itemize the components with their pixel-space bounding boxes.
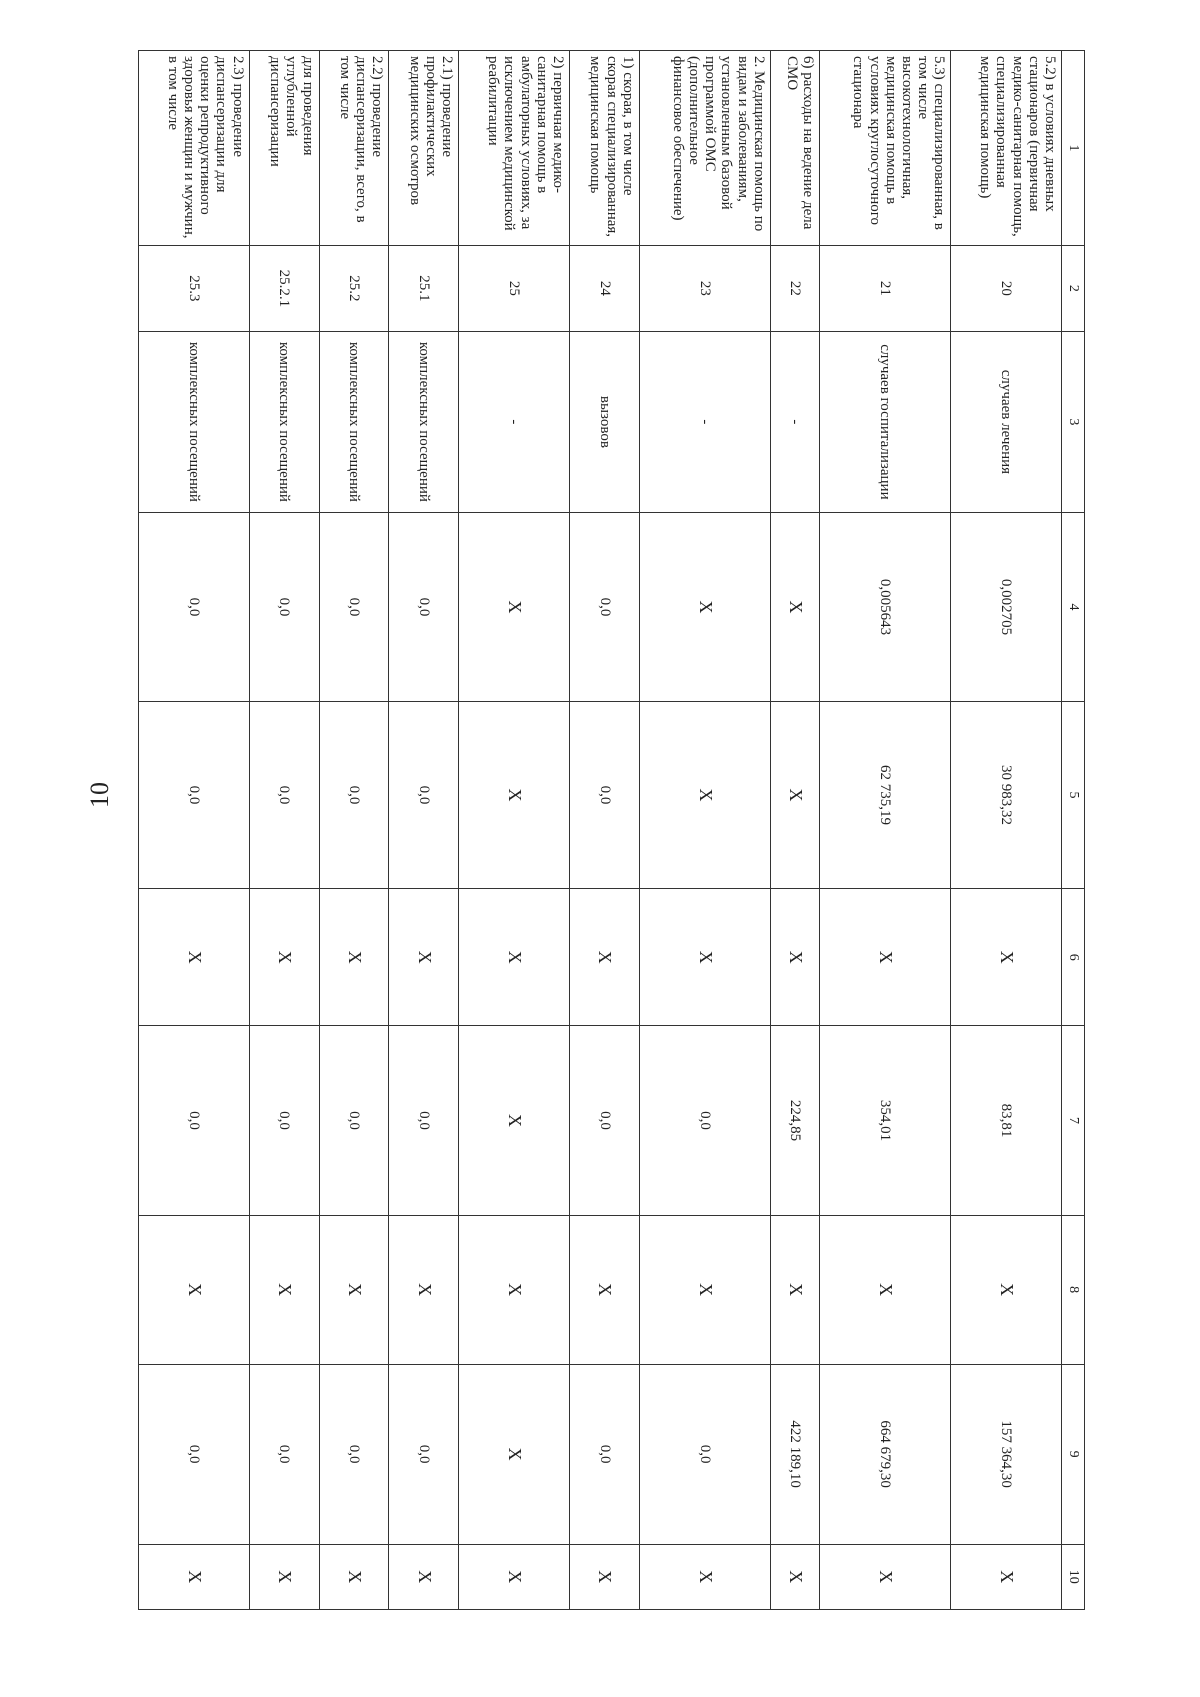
table-cell: 0,0 [249,1026,319,1215]
row-label: 5.2) в условиях дневных стационаров (первичная медико-санитарная помощь, специализированная медицинская помощь) [951,51,1062,246]
table-cell: - [639,331,770,512]
table-cell: 0,0 [139,1026,250,1215]
table-cell: X [951,888,1062,1026]
table-cell: 0,0 [389,702,459,889]
table-cell: 0,005643 [820,512,951,701]
table-cell: X [319,888,389,1026]
table-cell: 0,0 [569,1026,639,1215]
table-cell: 21 [820,245,951,331]
table-row [249,51,319,1610]
table-cell: 0,0 [569,512,639,701]
table-cell: X [820,1544,951,1609]
table-cell: X [249,1544,319,1609]
table-cell: X [569,888,639,1026]
table-cell: 0,0 [639,1364,770,1544]
col-header: 3 [1062,331,1085,512]
row-label: 5.3) специализированная, в том числе высокотехнологичная, медицинская помощь в условиях круглосуточного стационара [820,51,951,246]
table-cell: комплексных посещений [139,331,250,512]
table-cell: X [459,888,570,1026]
table-row [459,51,570,1610]
col-header: 10 [1062,1544,1085,1609]
table-cell: X [459,512,570,701]
table-cell: X [639,512,770,701]
table-row [951,51,1062,1610]
table-cell: X [951,1544,1062,1609]
table-cell: X [389,888,459,1026]
data-table [138,50,1085,1610]
table-cell: 0,002705 [951,512,1062,701]
table-cell: 422 189,10 [770,1364,820,1544]
table-row [639,51,770,1610]
table-row [389,51,459,1610]
table-cell: 0,0 [389,1364,459,1544]
col-header: 9 [1062,1364,1085,1544]
table-cell: X [319,1544,389,1609]
table-cell: X [569,1544,639,1609]
table-cell: X [770,1215,820,1364]
column-number-row [1062,51,1085,1610]
table-cell: 0,0 [249,702,319,889]
table-cell: 25 [459,245,570,331]
table-row [569,51,639,1610]
table-cell: X [139,1215,250,1364]
col-header: 6 [1062,888,1085,1026]
table-cell: 0,0 [319,1364,389,1544]
table-cell: 0,0 [249,512,319,701]
table-cell: X [139,1544,250,1609]
table-cell: 25.2 [319,245,389,331]
table-cell: X [319,1215,389,1364]
row-label: для проведения углубленной диспансеризации [249,51,319,246]
table-cell: X [459,1364,570,1544]
table-cell: 0,0 [569,702,639,889]
table-cell: - [459,331,570,512]
table-cell: 0,0 [319,512,389,701]
col-header: 7 [1062,1026,1085,1215]
table-cell: X [639,888,770,1026]
table-row [820,51,951,1610]
table-cell: X [820,888,951,1026]
page-number: 10 [85,782,114,808]
table-cell: X [569,1215,639,1364]
table-cell: X [951,1215,1062,1364]
table-cell: вызовов [569,331,639,512]
table-cell: X [770,512,820,701]
table-cell: X [249,888,319,1026]
table-cell: 354,01 [820,1026,951,1215]
table-cell: X [139,888,250,1026]
table-cell: X [770,702,820,889]
table-cell: X [770,1544,820,1609]
table-cell: 157 364,30 [951,1364,1062,1544]
table-cell: X [389,1544,459,1609]
table-cell: X [389,1215,459,1364]
table-cell: 0,0 [389,512,459,701]
table-cell: 30 983,32 [951,702,1062,889]
table-cell: 0,0 [389,1026,459,1215]
table-row [770,51,820,1610]
table-cell: 0,0 [569,1364,639,1544]
table-cell: 0,0 [639,1026,770,1215]
row-label: 1) скорая, в том числе скорая специализированная, медицинская помощь [569,51,639,246]
table-cell: 0,0 [319,1026,389,1215]
rotated-table-sheet [138,50,1085,1610]
table-cell: X [639,1544,770,1609]
table-cell: 224,85 [770,1026,820,1215]
col-header: 4 [1062,512,1085,701]
table-cell: комплексных посещений [389,331,459,512]
table-cell: 24 [569,245,639,331]
table-cell: X [459,702,570,889]
col-header: 5 [1062,702,1085,889]
row-label: 2.2) проведение диспансеризации, всего, в том числе [319,51,389,246]
table-cell: 0,0 [249,1364,319,1544]
table-row [139,51,250,1610]
col-header: 1 [1062,51,1085,246]
table-cell: X [770,888,820,1026]
row-label: 2. Медицинская помощь по видам и заболеваниям, установленным базовой программой ОМС (дополнительное финансовое обеспечение) [639,51,770,246]
table-cell: X [639,702,770,889]
table-cell: 0,0 [139,512,250,701]
row-label: 2.3) проведение диспансеризации для оценки репродуктивного здоровья женщин и мужчин, в том числе [139,51,250,246]
table-cell: - [770,331,820,512]
table-cell: 22 [770,245,820,331]
table-cell: 25.1 [389,245,459,331]
table-cell: 664 679,30 [820,1364,951,1544]
table-cell: случаев лечения [951,331,1062,512]
table-cell: 0,0 [139,702,250,889]
table-cell: X [639,1215,770,1364]
table-cell: 23 [639,245,770,331]
table-cell: случаев госпитализации [820,331,951,512]
table-cell: 25.2.1 [249,245,319,331]
table-cell: комплексных посещений [319,331,389,512]
col-header: 8 [1062,1215,1085,1364]
table-cell: X [820,1215,951,1364]
table-cell: X [459,1215,570,1364]
table-cell: 83,81 [951,1026,1062,1215]
table-cell: X [249,1215,319,1364]
table-cell: 25.3 [139,245,250,331]
row-label: 6) расходы на ведение дела СМО [770,51,820,246]
table-row [319,51,389,1610]
table-cell: 20 [951,245,1062,331]
row-label: 2) первичная медико-санитарная помощь в амбулаторных условиях, за исключением медицинской реабилитации [459,51,570,246]
table-cell: комплексных посещений [249,331,319,512]
row-label: 2.1) проведение профилактических медицинских осмотров [389,51,459,246]
table-cell: X [459,1026,570,1215]
col-header: 2 [1062,245,1085,331]
table-cell: 0,0 [139,1364,250,1544]
table-cell: 0,0 [319,702,389,889]
table-cell: X [459,1544,570,1609]
table-cell: 62 735,19 [820,702,951,889]
